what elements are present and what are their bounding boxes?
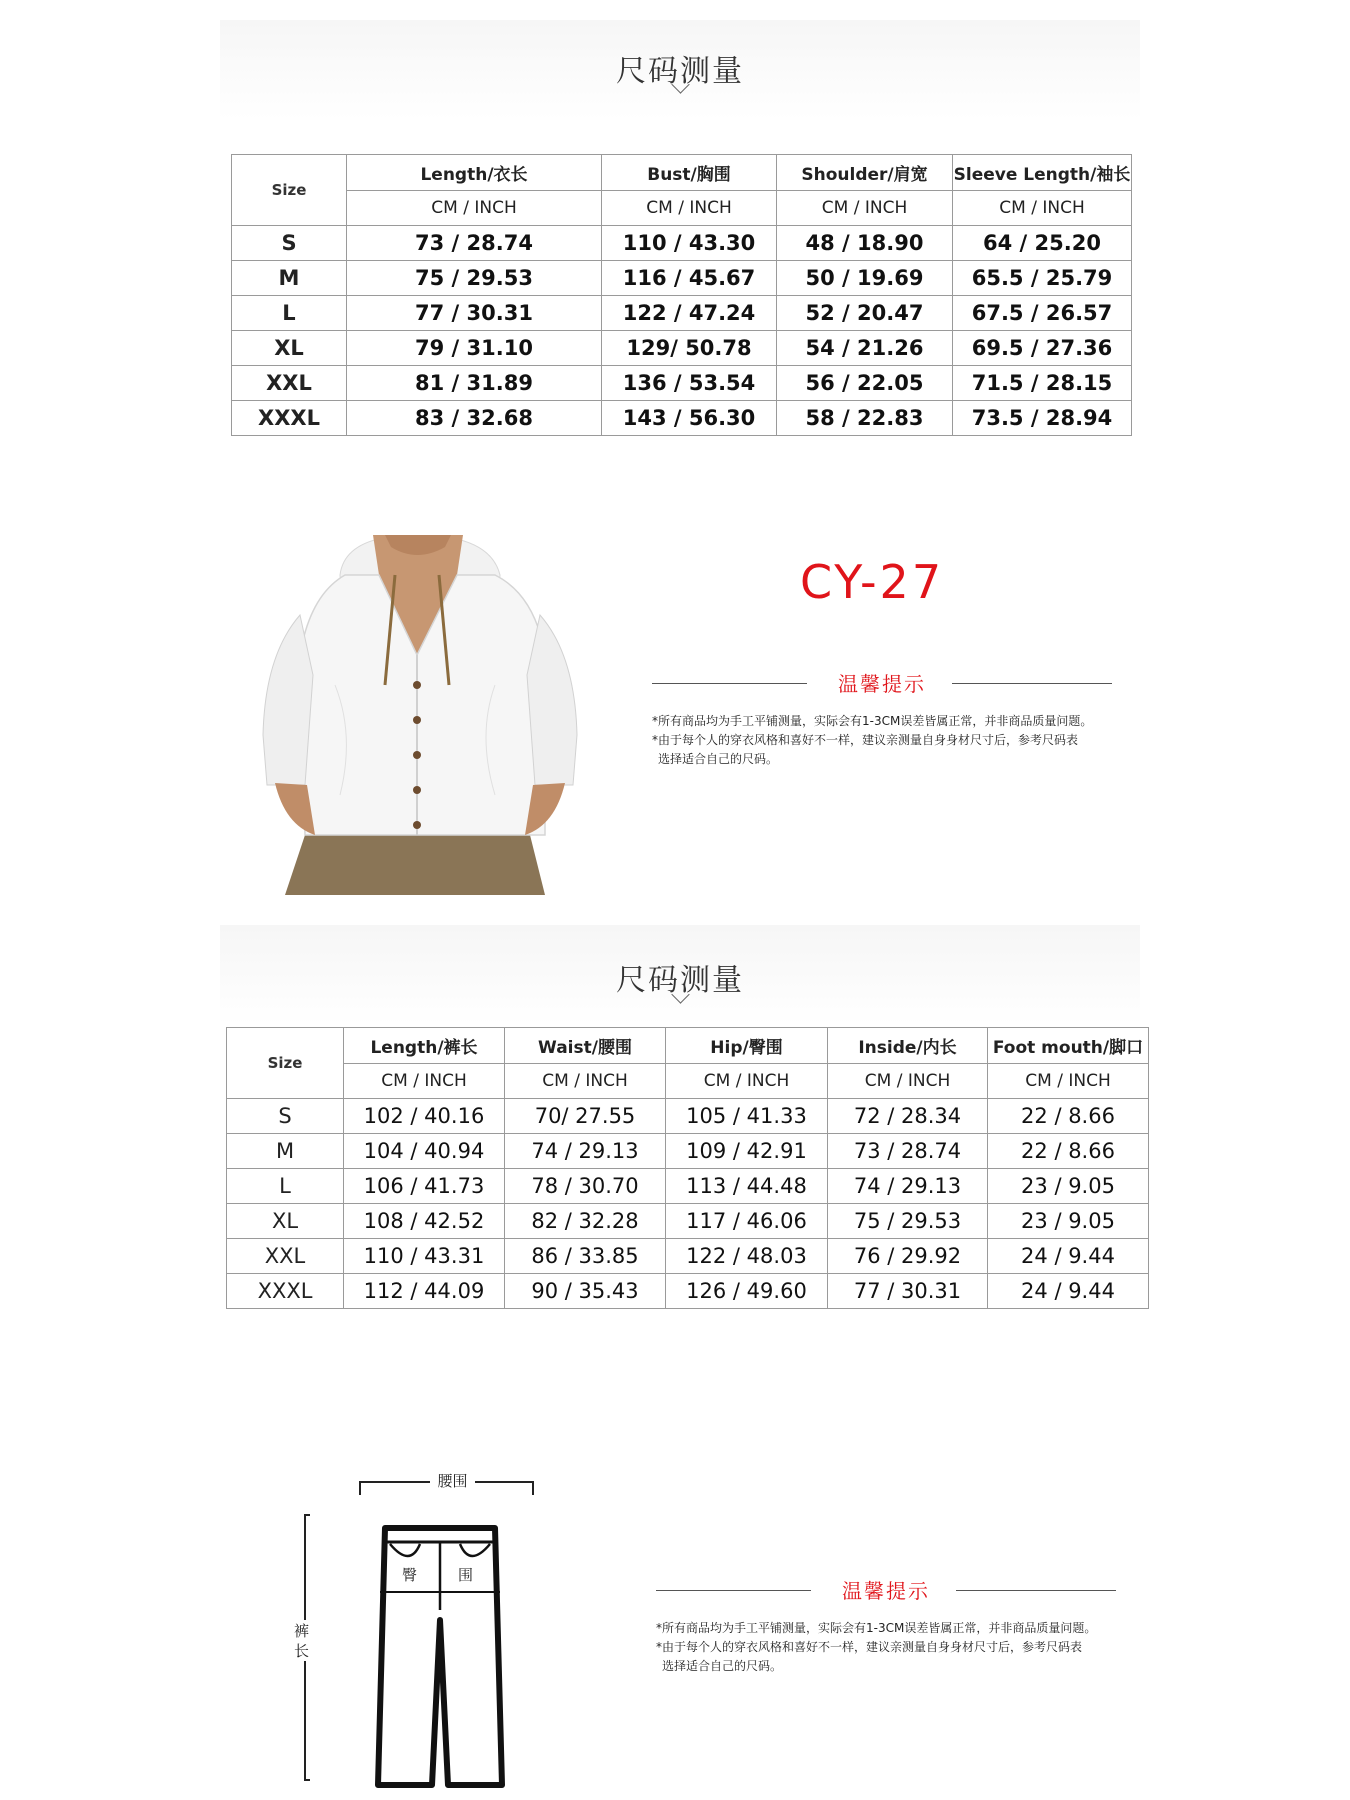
value-cell: 104 / 40.94	[344, 1134, 505, 1169]
length-label: 长	[294, 1642, 310, 1660]
value-cell: 75 / 29.53	[347, 261, 602, 296]
column-header-shoulder: Shoulder/肩宽	[777, 155, 953, 191]
value-cell: 64 / 25.20	[953, 226, 1132, 261]
column-header-waist: Waist/腰围	[505, 1028, 666, 1064]
value-cell: 106 / 41.73	[344, 1169, 505, 1204]
tip-line: 选择适合自己的尺码。	[662, 1659, 783, 1673]
value-cell: 73 / 28.74	[347, 226, 602, 261]
value-cell: 110 / 43.30	[602, 226, 777, 261]
pants-section-header	[220, 925, 1140, 1025]
table-row	[232, 296, 1132, 331]
value-cell: 58 / 22.83	[777, 401, 953, 436]
value-cell: 48 / 18.90	[777, 226, 953, 261]
model-code: CY-27	[800, 555, 945, 609]
value-cell: 78 / 30.70	[505, 1169, 666, 1204]
value-cell: 74 / 29.13	[505, 1134, 666, 1169]
table-row	[232, 331, 1132, 366]
tip-line: *由于每个人的穿衣风格和喜好不一样，建议亲测量自身身材尺寸后，参考尺码表	[652, 733, 1079, 747]
value-cell: 105 / 41.33	[666, 1099, 828, 1134]
value-cell: 72 / 28.34	[828, 1099, 988, 1134]
column-header-hip: Hip/臀围	[666, 1028, 828, 1064]
value-cell: 74 / 29.13	[828, 1169, 988, 1204]
value-cell: 81 / 31.89	[347, 366, 602, 401]
column-header-length: Length/裤长	[344, 1028, 505, 1064]
value-cell: 54 / 21.26	[777, 331, 953, 366]
size-cell: XL	[227, 1204, 344, 1239]
table-row	[227, 1274, 1149, 1309]
value-cell: 112 / 44.09	[344, 1274, 505, 1309]
value-cell: 82 / 32.28	[505, 1204, 666, 1239]
value-cell: 143 / 56.30	[602, 401, 777, 436]
unit-label: CM / INCH	[828, 1064, 988, 1099]
value-cell: 108 / 42.52	[344, 1204, 505, 1239]
unit-label: CM / INCH	[777, 191, 953, 226]
size-cell: M	[227, 1134, 344, 1169]
unit-label: CM / INCH	[347, 191, 602, 226]
value-cell: 24 / 9.44	[988, 1239, 1149, 1274]
value-cell: 65.5 / 25.79	[953, 261, 1132, 296]
value-cell: 75 / 29.53	[828, 1204, 988, 1239]
value-cell: 102 / 40.16	[344, 1099, 505, 1134]
table-row	[227, 1134, 1149, 1169]
value-cell: 22 / 8.66	[988, 1099, 1149, 1134]
value-cell: 23 / 9.05	[988, 1204, 1149, 1239]
size-cell: XXXL	[227, 1274, 344, 1309]
tips-title: 温馨提示	[842, 1579, 930, 1603]
column-header-bust: Bust/胸围	[602, 155, 777, 191]
size-cell: M	[232, 261, 347, 296]
unit-label: CM / INCH	[344, 1064, 505, 1099]
value-cell: 113 / 44.48	[666, 1169, 828, 1204]
table-row	[227, 1099, 1149, 1134]
pants-size-table	[226, 1027, 1149, 1309]
table-row	[227, 1239, 1149, 1274]
value-cell: 117 / 46.06	[666, 1204, 828, 1239]
value-cell: 50 / 19.69	[777, 261, 953, 296]
pants-outline-icon	[280, 1460, 600, 1790]
table-row	[232, 226, 1132, 261]
size-cell: L	[227, 1169, 344, 1204]
size-cell: S	[227, 1099, 344, 1134]
value-cell: 129/ 50.78	[602, 331, 777, 366]
unit-label: CM / INCH	[988, 1064, 1149, 1099]
value-cell: 83 / 32.68	[347, 401, 602, 436]
value-cell: 109 / 42.91	[666, 1134, 828, 1169]
size-cell: L	[232, 296, 347, 331]
value-cell: 67.5 / 26.57	[953, 296, 1132, 331]
value-cell: 69.5 / 27.36	[953, 331, 1132, 366]
tip-line: *所有商品均为手工平铺测量，实际会有1-3CM误差皆属正常，并非商品质量问题。	[652, 714, 1093, 728]
waist-label: 腰围	[430, 1470, 475, 1491]
value-cell: 73.5 / 28.94	[953, 401, 1132, 436]
size-header: Size	[227, 1028, 344, 1099]
shirt-size-table	[231, 154, 1132, 436]
size-cell: XXL	[232, 366, 347, 401]
value-cell: 122 / 47.24	[602, 296, 777, 331]
value-cell: 79 / 31.10	[347, 331, 602, 366]
tips-title: 温馨提示	[838, 672, 926, 696]
value-cell: 71.5 / 28.15	[953, 366, 1132, 401]
hip-label: 围	[458, 1566, 474, 1584]
table-row	[227, 1204, 1149, 1239]
tip-line: *由于每个人的穿衣风格和喜好不一样，建议亲测量自身身材尺寸后，参考尺码表	[656, 1640, 1083, 1654]
column-header-foot-mouth: Foot mouth/脚口	[988, 1028, 1149, 1064]
hooded-shirt-illustration	[245, 535, 590, 895]
value-cell: 77 / 30.31	[828, 1274, 988, 1309]
column-header-length: Length/衣长	[347, 155, 602, 191]
shirt-section-header	[220, 20, 1140, 120]
value-cell: 23 / 9.05	[988, 1169, 1149, 1204]
value-cell: 24 / 9.44	[988, 1274, 1149, 1309]
value-cell: 22 / 8.66	[988, 1134, 1149, 1169]
value-cell: 56 / 22.05	[777, 366, 953, 401]
tip-line: 选择适合自己的尺码。	[658, 752, 779, 766]
tips-block	[652, 668, 1112, 778]
table-row	[227, 1169, 1149, 1204]
table-row	[232, 261, 1132, 296]
value-cell: 122 / 48.03	[666, 1239, 828, 1274]
hip-label: 臀	[402, 1566, 418, 1584]
value-cell: 70/ 27.55	[505, 1099, 666, 1134]
value-cell: 90 / 35.43	[505, 1274, 666, 1309]
value-cell: 76 / 29.92	[828, 1239, 988, 1274]
pants-measurement-diagram	[280, 1460, 600, 1790]
unit-label: CM / INCH	[666, 1064, 828, 1099]
value-cell: 77 / 30.31	[347, 296, 602, 331]
value-cell: 73 / 28.74	[828, 1134, 988, 1169]
size-cell: S	[232, 226, 347, 261]
product-photo	[245, 535, 590, 895]
shirt-section-title: 尺码测量	[616, 54, 744, 89]
unit-label: CM / INCH	[602, 191, 777, 226]
value-cell: 126 / 49.60	[666, 1274, 828, 1309]
value-cell: 110 / 43.31	[344, 1239, 505, 1274]
column-header-sleeve-length: Sleeve Length/袖长	[953, 155, 1132, 191]
tip-line: *所有商品均为手工平铺测量，实际会有1-3CM误差皆属正常，并非商品质量问题。	[656, 1621, 1097, 1635]
size-header: Size	[232, 155, 347, 226]
size-cell: XL	[232, 331, 347, 366]
value-cell: 52 / 20.47	[777, 296, 953, 331]
value-cell: 86 / 33.85	[505, 1239, 666, 1274]
value-cell: 116 / 45.67	[602, 261, 777, 296]
tips-block	[656, 1575, 1116, 1685]
pants-section-title: 尺码测量	[616, 963, 744, 998]
table-row	[232, 366, 1132, 401]
table-row	[232, 401, 1132, 436]
unit-label: CM / INCH	[505, 1064, 666, 1099]
unit-label: CM / INCH	[953, 191, 1132, 226]
value-cell: 136 / 53.54	[602, 366, 777, 401]
column-header-inside: Inside/内长	[828, 1028, 988, 1064]
size-cell: XXXL	[232, 401, 347, 436]
size-cell: XXL	[227, 1239, 344, 1274]
length-label: 裤	[294, 1622, 310, 1640]
